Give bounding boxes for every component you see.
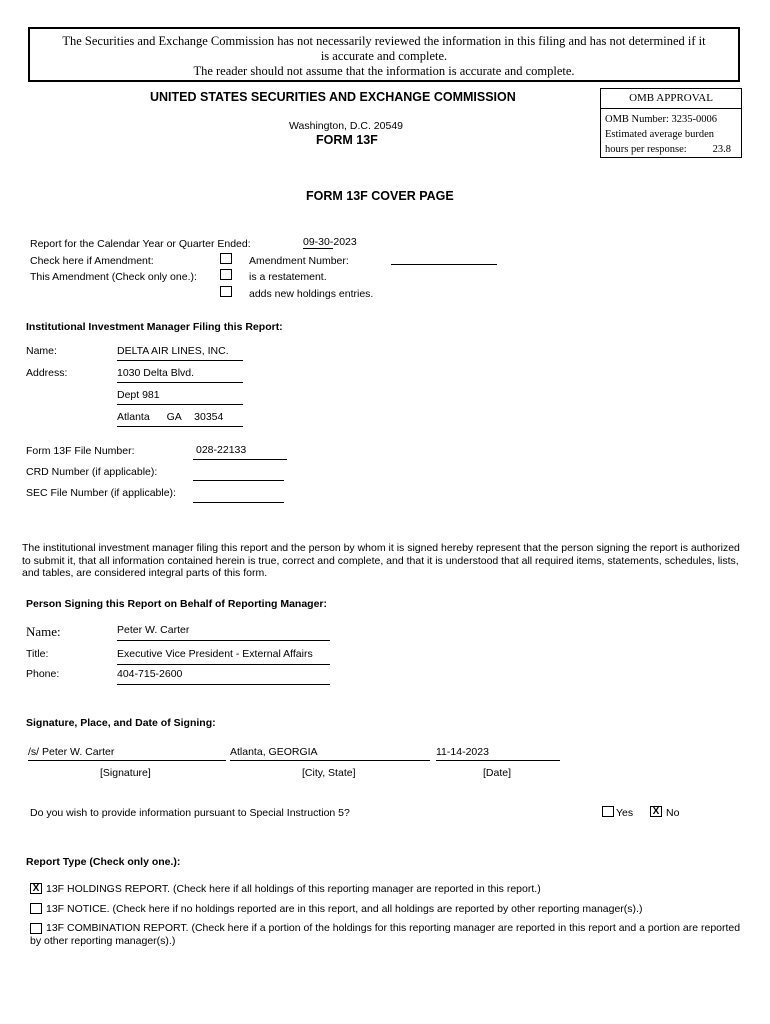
- amendment-checkbox[interactable]: [220, 253, 232, 264]
- combination-report-label: [30, 922, 742, 948]
- sec-file-number-label: SEC File Number (if applicable):: [26, 487, 176, 499]
- omb-number: OMB Number: 3235-0006: [605, 114, 717, 125]
- signature-caption: [Signature]: [100, 767, 151, 779]
- notice-line-2: is accurate and complete.: [320, 49, 448, 63]
- manager-address-label: Address:: [26, 367, 68, 379]
- omb-approval-box: [600, 88, 742, 158]
- new-holdings-checkbox[interactable]: [220, 286, 232, 297]
- instruction-5-no-checkbox[interactable]: X: [650, 806, 662, 817]
- signer-phone-label: Phone:: [26, 668, 60, 680]
- agency-title: UNITED STATES SECURITIES AND EXCHANGE COMMISSION: [150, 90, 516, 104]
- date-value: 11-14-2023: [436, 746, 560, 761]
- notice-report-checkbox[interactable]: [30, 903, 42, 914]
- manager-address-line-1: 1030 Delta Blvd.: [117, 367, 243, 383]
- sec-file-number-value[interactable]: [193, 489, 284, 503]
- review-notice: [28, 27, 740, 82]
- report-type-section-title: Report Type (Check only one.):: [26, 856, 181, 868]
- instruction-5-yes-label: Yes: [616, 807, 634, 819]
- report-period-label: Report for the Calendar Year or Quarter Ended:: [30, 238, 251, 250]
- signer-name-label: Name:: [26, 624, 61, 639]
- amendment-number-field[interactable]: [391, 252, 497, 265]
- amendment-number-label: Amendment Number:: [249, 255, 349, 267]
- form-name: FORM 13F: [316, 133, 378, 147]
- new-holdings-label: adds new holdings entries.: [249, 288, 374, 300]
- restatement-checkbox[interactable]: [220, 269, 232, 280]
- manager-city: Atlanta: [117, 411, 150, 423]
- instruction-5-question: Do you wish to provide information pursuant to Special Instruction 5?: [30, 807, 350, 819]
- restatement-label: is a restatement.: [249, 271, 327, 283]
- omb-hours-value: 23.8: [712, 144, 731, 155]
- this-amendment-label: This Amendment (Check only one.):: [30, 271, 197, 283]
- instruction-5-yes-checkbox[interactable]: [602, 806, 614, 817]
- signer-name-value: Peter W. Carter: [117, 624, 330, 641]
- manager-name-label: Name:: [26, 345, 57, 357]
- cover-page-title: FORM 13F COVER PAGE: [306, 189, 454, 203]
- date-caption: [Date]: [483, 767, 512, 779]
- holdings-report-label: 13F HOLDINGS REPORT. (Check here if all holdings of this reporting manager are reported in this report.): [46, 883, 541, 895]
- place-value: Atlanta, GEORGIA: [230, 746, 430, 761]
- file-number-label: Form 13F File Number:: [26, 445, 135, 457]
- signer-title-label: Title:: [26, 648, 49, 660]
- signing-section-title: Signature, Place, and Date of Signing:: [26, 717, 216, 729]
- amendment-check-label: Check here if Amendment:: [30, 255, 154, 267]
- report-period-value: 09-30-2023: [303, 236, 357, 248]
- manager-section-title: Institutional Investment Manager Filing this Report:: [26, 321, 283, 333]
- omb-title: OMB APPROVAL: [601, 89, 741, 109]
- combination-report-text: 13F COMBINATION REPORT. (Check here if a portion of the holdings for this reporting manager are reported in this report and a portion are reported by other reporting manager(s).): [30, 922, 741, 947]
- crd-number-value[interactable]: [193, 467, 284, 481]
- signer-phone-value: 404-715-2600: [117, 668, 330, 685]
- holdings-report-checkbox[interactable]: X: [30, 883, 42, 894]
- file-number-value: 028-22133: [193, 444, 287, 460]
- omb-hours-label: hours per response:: [605, 144, 687, 155]
- place-caption: [City, State]: [302, 767, 356, 779]
- instruction-5-no-label: No: [666, 807, 680, 819]
- crd-number-label: CRD Number (if applicable):: [26, 466, 158, 478]
- omb-burden-label: Estimated average burden: [605, 129, 715, 140]
- signer-section-title: Person Signing this Report on Behalf of Reporting Manager:: [26, 598, 328, 610]
- signer-title-value: Executive Vice President - External Affairs: [117, 648, 330, 665]
- notice-line-3: The reader should not assume that the information is accurate and complete.: [193, 64, 575, 78]
- notice-line-1: The Securities and Exchange Commission has not necessarily reviewed the information in this filing and has not determined if it: [62, 34, 706, 48]
- manager-state: GA: [166, 411, 182, 423]
- notice-report-label: 13F NOTICE. (Check here if no holdings reported are in this report, and all holdings are reported by other reporting manager(s).): [46, 903, 643, 915]
- manager-city-state-zip: [117, 411, 243, 427]
- manager-name-value: DELTA AIR LINES, INC.: [117, 345, 243, 361]
- manager-address-line-2: Dept 981: [117, 389, 243, 405]
- representation-statement: The institutional investment manager filing this report and the person by whom it is signed hereby represent that the person signing the report is authorized to submit it, that all information contained herein is true, correct and complete, and that it is understood that all required items, statements, schedules, lists, and tables, are considered integral parts of this form.: [22, 542, 740, 579]
- agency-location: Washington, D.C. 20549: [289, 120, 404, 132]
- signature-value: /s/ Peter W. Carter: [28, 746, 226, 761]
- manager-zip: 30354: [194, 411, 224, 423]
